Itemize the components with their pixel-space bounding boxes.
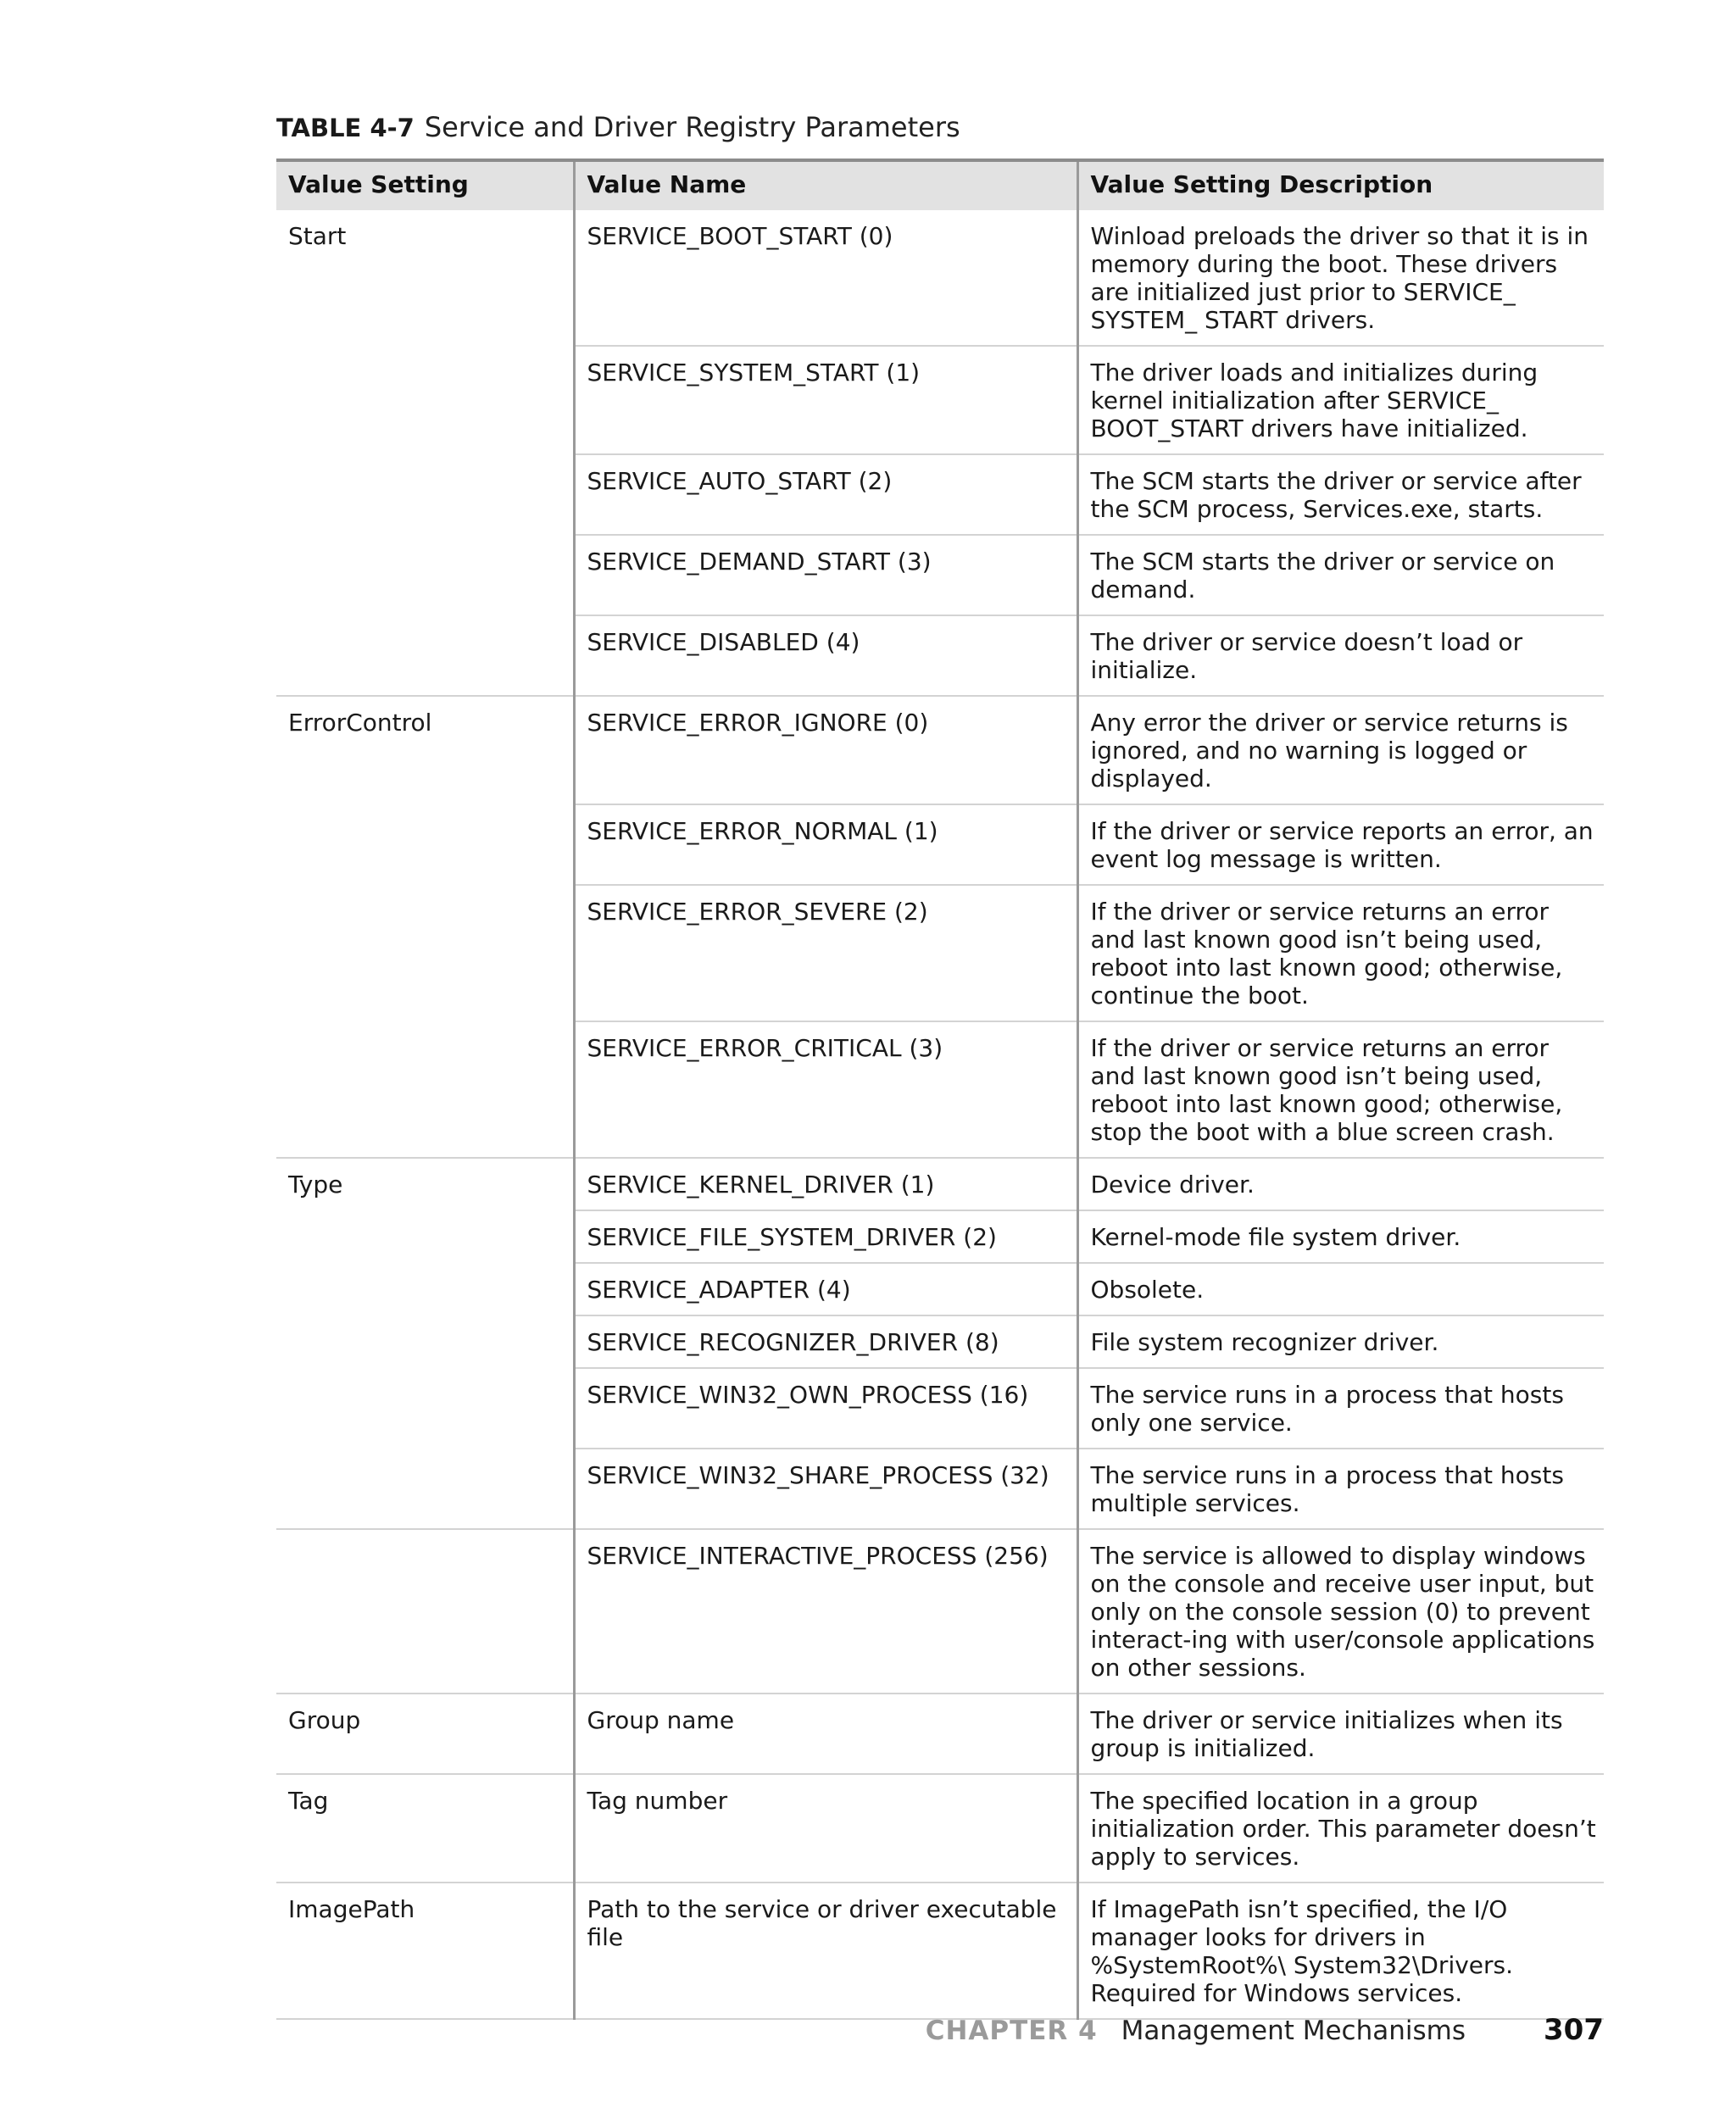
value-name-cell: SERVICE_WIN32_OWN_PROCESS (16) xyxy=(574,1368,1077,1449)
description-cell: If the driver or service returns an error and last known good isn’t being used, reboot into last known good; otherwise, continue the boot. xyxy=(1077,885,1604,1021)
table-row xyxy=(276,1883,1604,2019)
table-row xyxy=(276,696,1604,804)
value-setting-cell xyxy=(276,346,574,454)
description-cell: The service runs in a process that hosts only one service. xyxy=(1077,1368,1604,1449)
description-cell: The driver or service doesn’t load or initialize. xyxy=(1077,615,1604,696)
table-caption xyxy=(276,108,960,147)
table-row xyxy=(276,1774,1604,1883)
value-setting-cell xyxy=(276,1210,574,1263)
value-setting-cell: ErrorControl xyxy=(288,709,432,737)
description-cell: Kernel-mode file system driver. xyxy=(1077,1210,1604,1263)
value-setting-cell: Tag xyxy=(276,1774,574,1883)
table-row xyxy=(276,1210,1604,1263)
table-title: Service and Driver Registry Parameters xyxy=(424,111,960,143)
value-name-cell: SERVICE_WIN32_SHARE_PROCESS (32) xyxy=(574,1449,1077,1529)
description-cell: The service is allowed to display windows on the console and receive user input, but only on the console session (0) to prevent interact-ing with user/console applications on other sessions. xyxy=(1077,1529,1604,1694)
description-cell: File system recognizer driver. xyxy=(1077,1315,1604,1368)
table-row xyxy=(276,804,1604,885)
table-row xyxy=(276,885,1604,1021)
value-setting-cell xyxy=(276,1449,574,1529)
page-number: 307 xyxy=(1544,2013,1604,2047)
table-row xyxy=(276,535,1604,615)
value-name-cell: SERVICE_AUTO_START (2) xyxy=(574,454,1077,535)
value-setting-cell xyxy=(276,1368,574,1449)
value-name-cell: SERVICE_ERROR_IGNORE (0) xyxy=(574,696,1077,804)
description-cell: The service runs in a process that hosts multiple services. xyxy=(1077,1449,1604,1529)
column-header-value-setting: Value Setting xyxy=(276,160,574,210)
table-header-row xyxy=(276,160,1604,210)
value-setting-cell xyxy=(276,615,574,696)
footer-section-title: Management Mechanisms xyxy=(1121,2016,1466,2046)
value-name-cell: SERVICE_DISABLED (4) xyxy=(574,615,1077,696)
value-setting-cell xyxy=(276,804,574,885)
value-setting-cell xyxy=(276,885,574,1021)
value-name-cell: SERVICE_DEMAND_START (3) xyxy=(574,535,1077,615)
table-row xyxy=(276,1315,1604,1368)
description-cell: The driver or service initializes when its group is initialized. xyxy=(1077,1694,1604,1774)
description-cell: The SCM starts the driver or service after the SCM process, Services.exe, starts. xyxy=(1077,454,1604,535)
value-name-cell: SERVICE_ERROR_SEVERE (2) xyxy=(574,885,1077,1021)
value-setting-cell xyxy=(276,1263,574,1315)
table-body xyxy=(276,210,1604,2019)
footer-chapter: CHAPTER 4 xyxy=(925,2016,1098,2046)
table-row xyxy=(276,1694,1604,1774)
table-row xyxy=(276,615,1604,696)
table-row xyxy=(276,1449,1604,1529)
table-row xyxy=(276,346,1604,454)
value-setting-cell xyxy=(276,1021,574,1158)
value-name-cell: SERVICE_FILE_SYSTEM_DRIVER (2) xyxy=(574,1210,1077,1263)
table-row xyxy=(276,1021,1604,1158)
value-name-cell: Path to the service or driver executable file xyxy=(574,1883,1077,2019)
value-name-cell: SERVICE_RECOGNIZER_DRIVER (8) xyxy=(574,1315,1077,1368)
description-cell: Obsolete. xyxy=(1077,1263,1604,1315)
table-row xyxy=(276,210,1604,346)
value-setting-cell xyxy=(276,535,574,615)
value-name-cell: SERVICE_ERROR_CRITICAL (3) xyxy=(574,1021,1077,1158)
description-cell: The driver loads and initializes during kernel initialization after SERVICE_ BOOT_START drivers have initialized. xyxy=(1077,346,1604,454)
value-name-cell: SERVICE_KERNEL_DRIVER (1) xyxy=(574,1158,1077,1210)
description-cell: The specified location in a group initialization order. This parameter doesn’t apply to services. xyxy=(1077,1774,1604,1883)
description-cell: The SCM starts the driver or service on demand. xyxy=(1077,535,1604,615)
value-setting-cell xyxy=(276,1529,574,1694)
table-number: TABLE 4-7 xyxy=(276,114,415,142)
description-cell: Device driver. xyxy=(1077,1158,1604,1210)
description-cell: If ImagePath isn’t specified, the I/O manager looks for drivers in %SystemRoot%\ System32\Drivers. Required for Windows services. xyxy=(1077,1883,1604,2019)
description-cell: Winload preloads the driver so that it is in memory during the boot. These drivers are initialized just prior to SERVICE_ SYSTEM_ START drivers. xyxy=(1077,210,1604,346)
description-cell: If the driver or service returns an error and last known good isn’t being used, reboot into last known good; otherwise, stop the boot with a blue screen crash. xyxy=(1077,1021,1604,1158)
value-setting-cell: Type xyxy=(288,1171,343,1199)
column-header-value-name: Value Name xyxy=(574,160,1077,210)
value-name-cell: SERVICE_BOOT_START (0) xyxy=(574,210,1077,346)
column-header-description: Value Setting Description xyxy=(1077,160,1604,210)
value-setting-cell: Start xyxy=(288,222,347,250)
page-footer xyxy=(926,2013,1604,2048)
value-setting-cell: Group xyxy=(276,1694,574,1774)
value-setting-cell xyxy=(276,1315,574,1368)
value-name-cell: SERVICE_ADAPTER (4) xyxy=(574,1263,1077,1315)
value-name-cell: SERVICE_ERROR_NORMAL (1) xyxy=(574,804,1077,885)
description-cell: Any error the driver or service returns is ignored, and no warning is logged or displayed. xyxy=(1077,696,1604,804)
table-row xyxy=(276,1368,1604,1449)
value-name-cell: SERVICE_SYSTEM_START (1) xyxy=(574,346,1077,454)
table-row xyxy=(276,1529,1604,1694)
table-row xyxy=(276,454,1604,535)
description-cell: If the driver or service reports an error, an event log message is written. xyxy=(1077,804,1604,885)
value-setting-cell xyxy=(276,454,574,535)
registry-parameters-table xyxy=(276,159,1604,2020)
value-setting-cell: ImagePath xyxy=(276,1883,574,2019)
table-row xyxy=(276,1263,1604,1315)
value-name-cell: Tag number xyxy=(574,1774,1077,1883)
value-name-cell: Group name xyxy=(574,1694,1077,1774)
value-name-cell: SERVICE_INTERACTIVE_PROCESS (256) xyxy=(574,1529,1077,1694)
table-row xyxy=(276,1158,1604,1210)
